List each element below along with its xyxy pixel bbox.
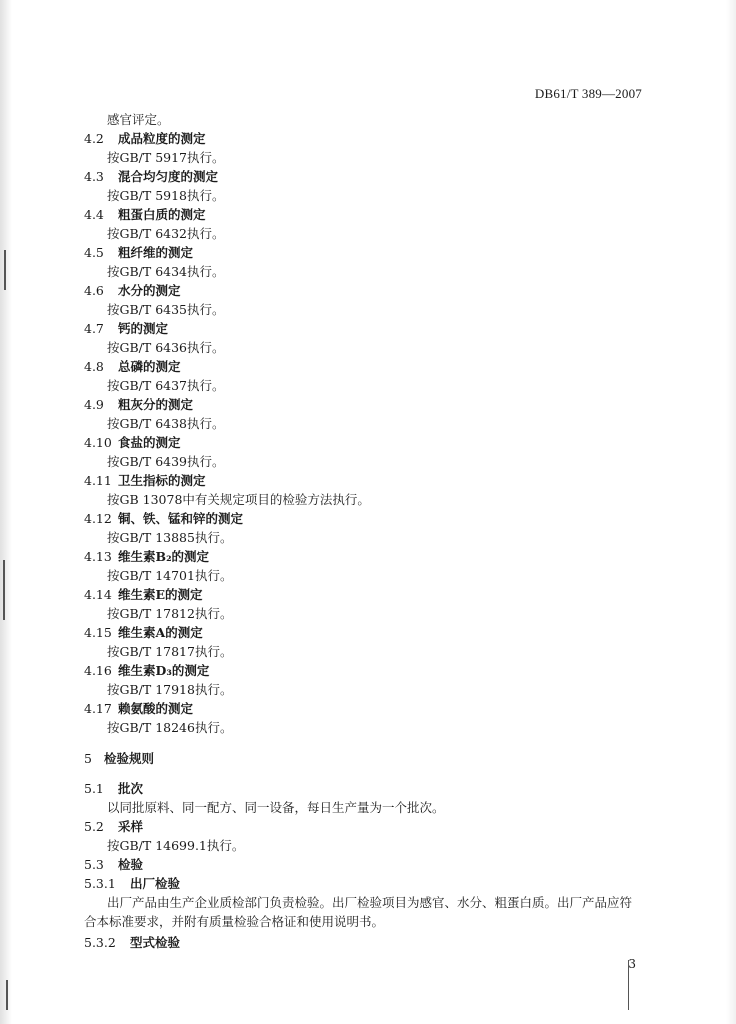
section-heading bbox=[84, 473, 206, 489]
section-heading bbox=[84, 819, 143, 835]
section-heading bbox=[84, 625, 203, 641]
section-number: 4.16 bbox=[84, 663, 112, 678]
section-title: 检验 bbox=[118, 857, 144, 872]
body-text-line: 按GB/T 6432执行。 bbox=[107, 226, 225, 241]
section-number: 5.3 bbox=[84, 857, 104, 872]
section-title: 粗灰分的测定 bbox=[118, 397, 194, 412]
section-heading bbox=[84, 321, 168, 337]
section-number: 4.12 bbox=[84, 511, 112, 526]
page-number: 3 bbox=[628, 957, 636, 971]
section-heading bbox=[84, 781, 143, 797]
section-number: 4.4 bbox=[84, 207, 104, 222]
section-number: 4.9 bbox=[84, 397, 104, 412]
subsection-heading bbox=[84, 876, 180, 892]
section-number: 4.5 bbox=[84, 245, 104, 260]
body-text-line: 感官评定。 bbox=[107, 112, 170, 127]
section-number: 4.15 bbox=[84, 625, 112, 640]
body-text-line: 按GB 13078中有关规定项目的检验方法执行。 bbox=[107, 492, 370, 507]
body-text-line: 按GB/T 14701执行。 bbox=[107, 568, 233, 583]
section-number: 5 bbox=[84, 751, 92, 766]
body-text-line: 按GB/T 17812执行。 bbox=[107, 606, 233, 621]
section-number: 4.7 bbox=[84, 321, 104, 336]
section-number: 4.14 bbox=[84, 587, 112, 602]
section-title: 卫生指标的测定 bbox=[118, 473, 206, 488]
section-heading bbox=[84, 549, 209, 565]
scan-artifact bbox=[4, 250, 6, 290]
section-number: 4.11 bbox=[84, 473, 112, 488]
body-text-line: 按GB/T 6439执行。 bbox=[107, 454, 225, 469]
section-title: 食盐的测定 bbox=[118, 435, 181, 450]
section-heading bbox=[84, 169, 218, 185]
section-title: 铜、铁、锰和锌的测定 bbox=[118, 511, 244, 526]
section-heading bbox=[84, 397, 193, 413]
section-heading bbox=[84, 511, 243, 527]
body-text-line: 按GB/T 6435执行。 bbox=[107, 302, 225, 317]
section-heading bbox=[84, 701, 193, 717]
body-text-line: 按GB/T 13885执行。 bbox=[107, 530, 233, 545]
subsection-heading bbox=[84, 935, 180, 951]
section-title: 检验规则 bbox=[104, 751, 155, 766]
body-text-line: 按GB/T 14699.1执行。 bbox=[107, 838, 245, 853]
section-number: 4.10 bbox=[84, 435, 112, 450]
section-number: 5.3.2 bbox=[84, 935, 116, 950]
section-number: 4.2 bbox=[84, 131, 104, 146]
section-title: 粗纤维的测定 bbox=[118, 245, 194, 260]
section-number: 5.3.1 bbox=[84, 876, 116, 891]
section-number: 4.8 bbox=[84, 359, 104, 374]
section-title: 维生素D₃的测定 bbox=[118, 663, 210, 678]
chapter-heading bbox=[84, 751, 154, 767]
section-heading bbox=[84, 435, 181, 451]
section-heading bbox=[84, 245, 193, 261]
section-title: 出厂检验 bbox=[130, 876, 181, 891]
section-title: 混合均匀度的测定 bbox=[118, 169, 219, 184]
section-number: 4.13 bbox=[84, 549, 112, 564]
body-text-line: 合本标准要求，并附有质量检验合格证和使用说明书。 bbox=[84, 914, 385, 929]
body-text-line: 以同批原料、同一配方、同一设备，每日生产量为一个批次。 bbox=[107, 800, 445, 815]
section-title: 粗蛋白质的测定 bbox=[118, 207, 206, 222]
section-number: 4.3 bbox=[84, 169, 104, 184]
body-text-line: 按GB/T 17918执行。 bbox=[107, 682, 233, 697]
section-title: 型式检验 bbox=[130, 935, 181, 950]
body-text-line: 按GB/T 6437执行。 bbox=[107, 378, 225, 393]
section-heading bbox=[84, 359, 181, 375]
body-text-line: 按GB/T 17817执行。 bbox=[107, 644, 233, 659]
section-title: 维生素E的测定 bbox=[118, 587, 203, 602]
section-number: 5.2 bbox=[84, 819, 104, 834]
body-text-line: 按GB/T 18246执行。 bbox=[107, 720, 233, 735]
body-text-line: 按GB/T 6438执行。 bbox=[107, 416, 225, 431]
scan-artifact bbox=[6, 980, 8, 1010]
section-title: 批次 bbox=[118, 781, 144, 796]
body-text-line: 按GB/T 5917执行。 bbox=[107, 150, 225, 165]
section-heading bbox=[84, 587, 203, 603]
section-number: 4.6 bbox=[84, 283, 104, 298]
body-text-line: 出厂产品由生产企业质检部门负责检验。出厂检验项目为感官、水分、粗蛋白质。出厂产品应符 bbox=[107, 895, 633, 910]
body-text-line: 按GB/T 6436执行。 bbox=[107, 340, 225, 355]
section-title: 成品粒度的测定 bbox=[118, 131, 206, 146]
section-number: 4.17 bbox=[84, 701, 112, 716]
section-title: 水分的测定 bbox=[118, 283, 181, 298]
section-heading bbox=[84, 207, 206, 223]
section-title: 钙的测定 bbox=[118, 321, 169, 336]
scan-artifact bbox=[3, 560, 5, 620]
body-text-line: 按GB/T 6434执行。 bbox=[107, 264, 225, 279]
section-title: 采样 bbox=[118, 819, 144, 834]
section-title: 维生素A的测定 bbox=[118, 625, 203, 640]
scan-shadow-right bbox=[726, 0, 736, 1024]
section-number: 5.1 bbox=[84, 781, 104, 796]
scan-shadow-left bbox=[0, 0, 12, 1024]
section-title: 维生素B₂的测定 bbox=[118, 549, 210, 564]
section-heading bbox=[84, 857, 143, 873]
section-heading bbox=[84, 663, 209, 679]
body-text-line: 按GB/T 5918执行。 bbox=[107, 188, 225, 203]
standard-code-header: DB61/T 389—2007 bbox=[534, 86, 642, 101]
section-heading bbox=[84, 131, 206, 147]
section-title: 赖氨酸的测定 bbox=[118, 701, 194, 716]
section-title: 总磷的测定 bbox=[118, 359, 181, 374]
section-heading bbox=[84, 283, 181, 299]
